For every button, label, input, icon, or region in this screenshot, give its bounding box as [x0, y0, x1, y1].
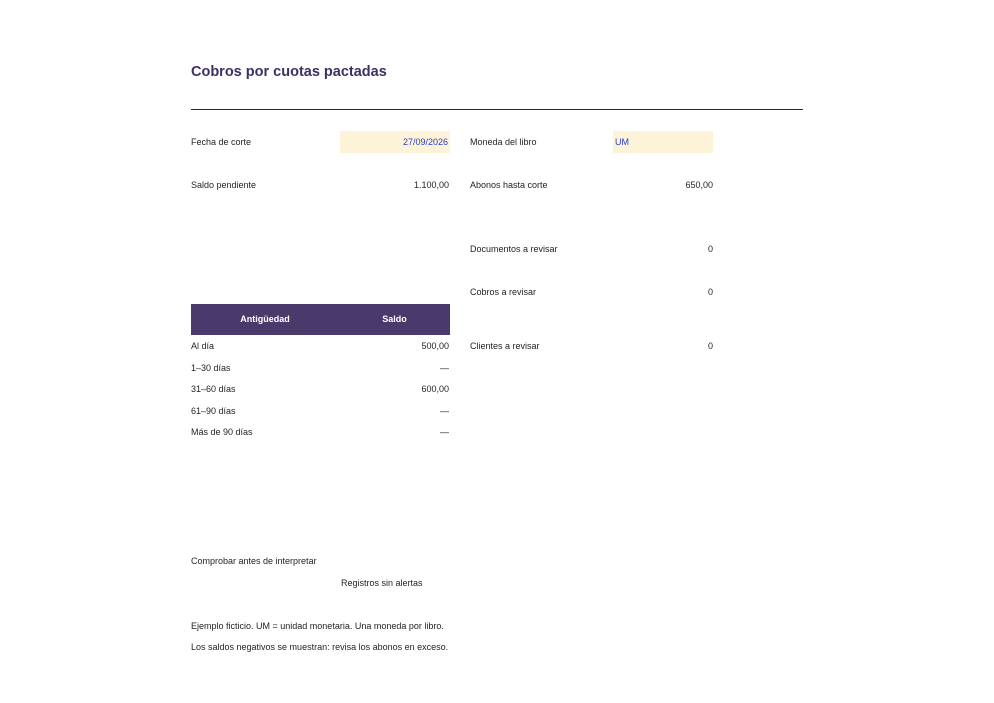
- moneda-input[interactable]: [613, 131, 713, 153]
- documentos-label: Documentos a revisar: [470, 244, 558, 254]
- clientes-value: 0: [707, 341, 713, 351]
- moneda-value: UM: [615, 137, 629, 147]
- fecha-corte-input[interactable]: [340, 131, 450, 153]
- clientes-label: Clientes a revisar: [470, 341, 540, 351]
- aging-row-label: Más de 90 días: [191, 427, 253, 437]
- aging-header-antiguedad: Antigüedad: [240, 314, 290, 324]
- abonos-label: Abonos hasta corte: [470, 180, 548, 190]
- aging-row-label: Al día: [191, 341, 215, 351]
- abonos-value: 650,00: [685, 180, 713, 190]
- aging-row-label: 31–60 días: [191, 384, 236, 394]
- aging-table-header: [191, 304, 450, 335]
- aging-row-label: 1–30 días: [191, 363, 231, 373]
- check-label: Comprobar antes de interpretar: [191, 556, 317, 566]
- note-text: Ejemplo ficticio. UM = unidad monetaria. Una moneda por libro.: [191, 621, 444, 631]
- fecha-corte-label: Fecha de corte: [191, 137, 252, 147]
- documentos-value: 0: [707, 244, 713, 254]
- aging-row-value: —: [440, 363, 449, 373]
- moneda-label: Moneda del libro: [470, 137, 537, 147]
- saldo-pendiente-label: Saldo pendiente: [191, 180, 257, 190]
- fecha-corte-value: 27/09/2026: [402, 137, 448, 147]
- aging-row-value: 600,00: [421, 384, 449, 394]
- aging-row-value: —: [440, 427, 449, 437]
- saldo-pendiente-value: 1.100,00: [413, 180, 449, 190]
- aging-row-value: 500,00: [421, 341, 449, 351]
- cobros-value: 0: [707, 287, 713, 297]
- note-text: Los saldos negativos se muestran: revisa los abonos en exceso.: [191, 642, 449, 652]
- page-title: Cobros por cuotas pactadas: [191, 64, 387, 80]
- check-status: Registros sin alertas: [341, 578, 423, 588]
- aging-row-value: —: [440, 406, 449, 416]
- cobros-label: Cobros a revisar: [470, 287, 537, 297]
- title-divider: [191, 109, 803, 110]
- aging-row-label: 61–90 días: [191, 406, 236, 416]
- aging-header-saldo: Saldo: [382, 314, 407, 324]
